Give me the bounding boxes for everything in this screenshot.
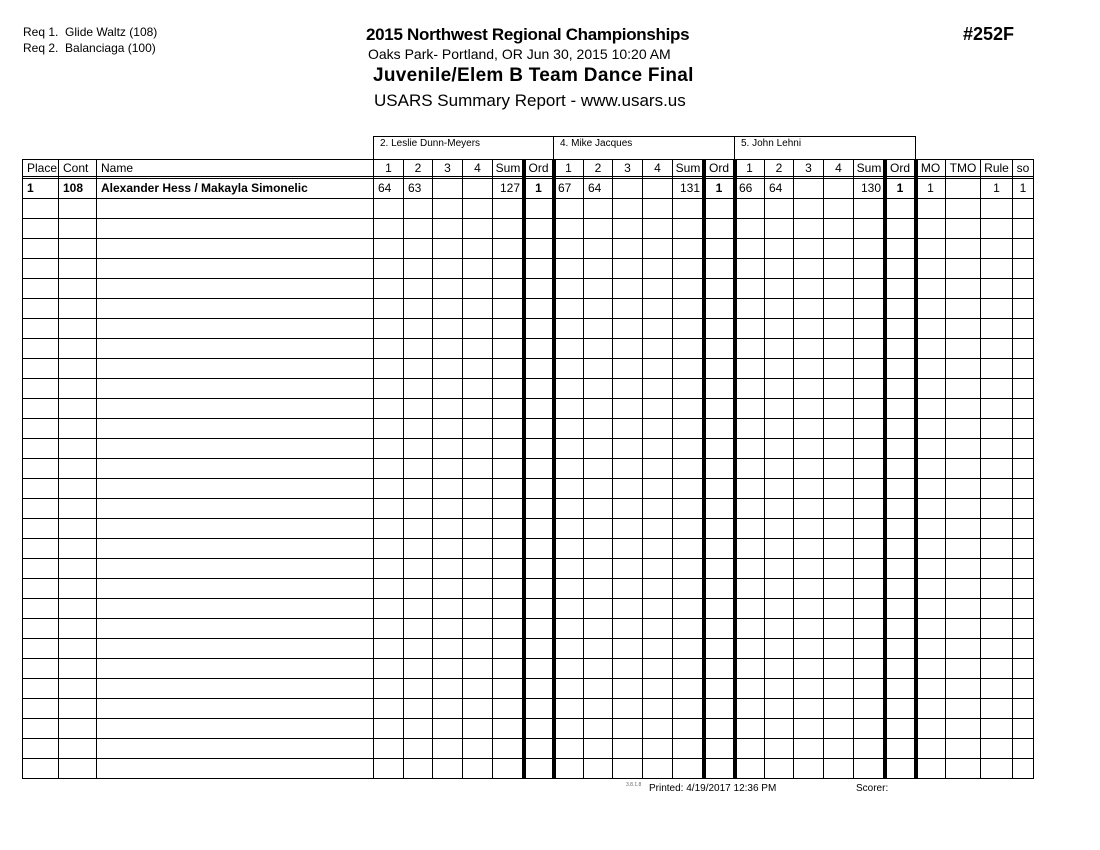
row-judge2-s2: 64 bbox=[588, 181, 602, 195]
row-judge1-ord: 1 bbox=[535, 181, 542, 195]
column-line bbox=[823, 159, 824, 778]
row-judge1-sum: 127 bbox=[499, 181, 520, 195]
col-header-judge1-s2: 2 bbox=[414, 161, 422, 175]
row-judge3-s4 bbox=[824, 179, 853, 198]
column-line bbox=[793, 159, 794, 778]
report-title: USARS Summary Report - www.usars.us bbox=[374, 91, 686, 110]
col-header-judge1-s1: 1 bbox=[385, 161, 392, 175]
judge-2-name: 4. Mike Jacques bbox=[560, 138, 633, 149]
location-date: Oaks Park- Portland, OR Jun 30, 2015 10:20 AM bbox=[368, 46, 671, 62]
requirement-1-value: Glide Waltz (108) bbox=[65, 25, 158, 39]
requirement-2-label: Req 2. bbox=[23, 41, 59, 55]
column-line bbox=[764, 159, 765, 778]
row-judge3-s1: 66 bbox=[739, 181, 753, 195]
judge-box-right-line bbox=[915, 136, 916, 159]
column-line bbox=[432, 159, 433, 778]
col-header-judge2-s4: 4 bbox=[654, 161, 661, 175]
column-line bbox=[522, 159, 526, 778]
col-header-judge3-s3: 3 bbox=[805, 161, 812, 175]
version-label: 3.8.1.8 bbox=[626, 782, 642, 788]
col-header-judge2-s3: 3 bbox=[624, 161, 631, 175]
row-judge2-ord: 1 bbox=[715, 181, 723, 195]
row-judge3-sum: 130 bbox=[860, 181, 881, 195]
col-header-rule: Rule bbox=[984, 161, 1009, 175]
row-judge2-s4 bbox=[643, 179, 672, 198]
column-line bbox=[672, 159, 673, 778]
row-rule: 1 bbox=[993, 181, 1000, 195]
column-line bbox=[612, 159, 613, 778]
col-header-cont: Cont bbox=[63, 161, 89, 175]
col-header-judge3-sum: Sum bbox=[856, 161, 882, 175]
competition-title: 2015 Northwest Regional Championships bbox=[366, 25, 690, 44]
row-judge1-s4 bbox=[463, 179, 492, 198]
row-judge2-sum: 131 bbox=[679, 181, 700, 195]
col-header-place: Place bbox=[27, 161, 58, 175]
row-so: 1 bbox=[1019, 181, 1027, 195]
row-judge1-s2: 63 bbox=[408, 181, 422, 195]
row-judge2-s1: 67 bbox=[558, 181, 572, 195]
printed-timestamp: Printed: 4/19/2017 12:36 PM bbox=[649, 783, 777, 794]
judge-3-name: 5. John Lehni bbox=[741, 138, 802, 149]
col-header-judge1-s3: 3 bbox=[444, 161, 451, 175]
row-tmo bbox=[946, 179, 980, 198]
row-cont: 108 bbox=[63, 181, 84, 195]
column-line bbox=[583, 159, 584, 778]
column-line bbox=[492, 159, 493, 778]
column-line bbox=[373, 159, 374, 778]
row-line bbox=[22, 778, 1034, 779]
col-header-judge3-s1: 1 bbox=[746, 161, 753, 175]
col-header-judge2-s2: 2 bbox=[594, 161, 602, 175]
col-header-judge2-sum: Sum bbox=[675, 161, 701, 175]
col-header-judge1-s4: 4 bbox=[474, 161, 481, 175]
row-judge3-s2: 64 bbox=[769, 181, 783, 195]
row-judge1-s1: 64 bbox=[378, 181, 392, 195]
col-header-judge1-sum: Sum bbox=[495, 161, 521, 175]
row-place: 1 bbox=[27, 181, 34, 195]
column-line bbox=[58, 159, 59, 778]
row-judge3-s3 bbox=[794, 179, 823, 198]
requirement-1-label: Req 1. bbox=[23, 25, 59, 39]
scorer-label: Scorer: bbox=[856, 783, 889, 794]
column-line bbox=[1012, 159, 1013, 778]
row-name: Alexander Hess / Makayla Simonelic bbox=[101, 181, 308, 195]
col-header-judge2-s1: 1 bbox=[565, 161, 572, 175]
column-line bbox=[733, 159, 737, 778]
column-line bbox=[403, 159, 404, 778]
col-header-judge3-ord: Ord bbox=[889, 161, 910, 175]
event-title: Juvenile/Elem B Team Dance Final bbox=[373, 65, 694, 86]
column-line bbox=[945, 159, 946, 778]
col-header-tmo: TMO bbox=[949, 161, 977, 175]
column-line bbox=[702, 159, 706, 778]
col-header-judge3-s2: 2 bbox=[775, 161, 783, 175]
column-line bbox=[853, 159, 854, 778]
event-number: #252F bbox=[963, 24, 1015, 44]
column-line bbox=[642, 159, 643, 778]
judge-1-name: 2. Leslie Dunn-Meyers bbox=[380, 138, 481, 149]
requirement-2-value: Balanciaga (100) bbox=[65, 41, 156, 55]
col-header-judge2-ord: Ord bbox=[708, 161, 729, 175]
row-mo: 1 bbox=[927, 181, 934, 195]
row-judge2-s3 bbox=[613, 179, 642, 198]
col-header-mo: MO bbox=[920, 161, 941, 175]
col-header-so: so bbox=[1016, 161, 1030, 175]
col-header-judge3-s4: 4 bbox=[835, 161, 842, 175]
column-line bbox=[914, 159, 918, 778]
col-header-name: Name bbox=[101, 161, 134, 175]
column-line bbox=[980, 159, 981, 778]
row-judge3-ord: 1 bbox=[896, 181, 904, 195]
column-line bbox=[883, 159, 887, 778]
column-line bbox=[552, 159, 556, 778]
row-judge1-s3 bbox=[433, 179, 462, 198]
column-line bbox=[462, 159, 463, 778]
col-header-judge1-ord: Ord bbox=[528, 161, 549, 175]
column-line bbox=[1033, 159, 1034, 778]
column-line bbox=[22, 159, 23, 778]
column-line bbox=[96, 159, 97, 778]
